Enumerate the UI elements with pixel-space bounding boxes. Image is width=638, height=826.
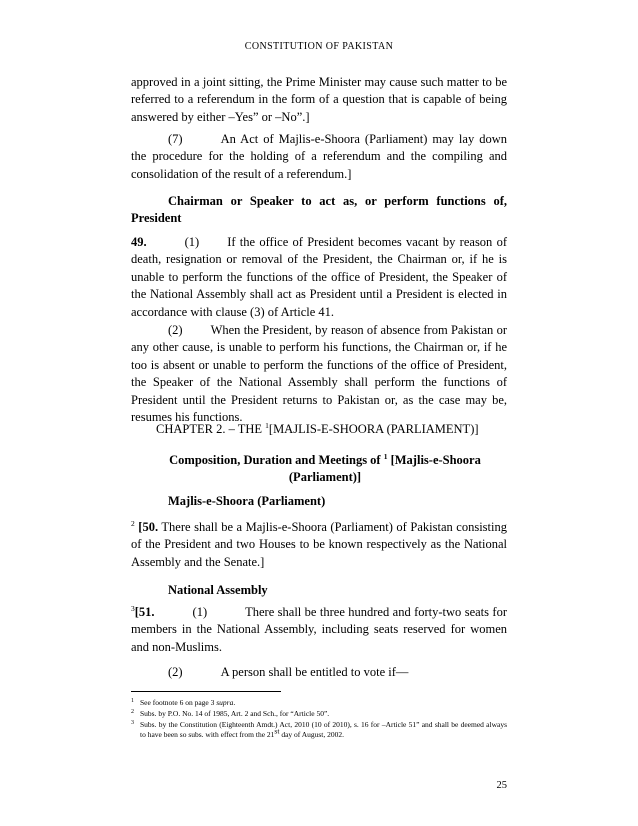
running-header: CONSTITUTION OF PAKISTAN <box>244 41 394 52</box>
paragraph-referendum-continuation: approved in a joint sitting, the Prime Minister may cause such matter to be referred to a referendum in the form of a question that is capable of being answered by either –Yes” or –No”.] <box>131 75 507 124</box>
article-51-clause-1: $^3$[51. (1) There shall be three hundred and forty-two seats for members in the National Assembly, including seats reserved for women and non-Muslims. <box>131 603 507 654</box>
article-number: [51. <box>134 605 155 619</box>
heading-national-assembly: National Assembly <box>168 583 268 597</box>
clause-number: (7) <box>168 132 183 146</box>
footnote-2: 2 Subs. by P.O. No. 14 of 1985, Art. 2 and Sch., for “Article 50”. <box>131 709 330 718</box>
page-number: 25 <box>496 780 507 791</box>
heading-chairman-speaker: Chairman or Speaker to act as, or perform functions of, President <box>131 194 507 226</box>
article-49-clause-1: 49. (1) If the office of President becomes vacant by reason of death, resignation or removal of the President, the Chairman or, if he is unable to perform the functions of the office of President, the Speaker of the National Assembly shall act as President until a President is elected in accordance with clause (3) of Article 41. <box>131 235 507 319</box>
article-49-clause-2: (2) When the President, by reason of absence from Pakistan or any other cause, is unable to perform his functions, the Chairman or, if he too is absent or unable to perform the functions of the office of President, the Speaker of the National Assembly shall perform the functions of President until the President returns to Pakistan or, as the case may be, resumes his functions. <box>131 323 507 425</box>
article-51-clause-2: (2) A person shall be entitled to vote if— <box>168 665 409 679</box>
article-number: [50. <box>134 520 159 534</box>
heading-composition: Composition, Duration and Meetings of $^1$ [Majlis-e-Shoora (Parliament)] <box>169 451 481 485</box>
chapter-title: CHAPTER 2. – THE $^1$[MAJLIS-E-SHOORA (PARLIAMENT)] <box>156 420 479 436</box>
article-number: 49. <box>131 235 147 249</box>
footnote-3: 3 Subs. by the Constitution (Eighteenth Amdt.) Act, 2010 (10 of 2010), s. 16 for –Article 51” and shall be deemed always to have been so subs. with effect from the 21st day of August, 2002. <box>131 720 507 739</box>
article-50: $^2$ [50. There shall be a Majlis-e-Shoora (Parliament) of Pakistan consisting of the President and two Houses to be known respectively as the National Assembly and the Senate.] <box>131 518 507 569</box>
footnote-1: 1 See footnote 6 on page 3 supra. <box>131 698 236 707</box>
clause-7: (7) An Act of Majlis-e-Shoora (Parliament) may lay down the procedure for the holding of a referendum and the compiling and consolidation of the result of a referendum.] <box>131 132 507 181</box>
heading-majlis: Majlis-e-Shoora (Parliament) <box>168 494 326 508</box>
footnote-divider <box>131 691 281 692</box>
